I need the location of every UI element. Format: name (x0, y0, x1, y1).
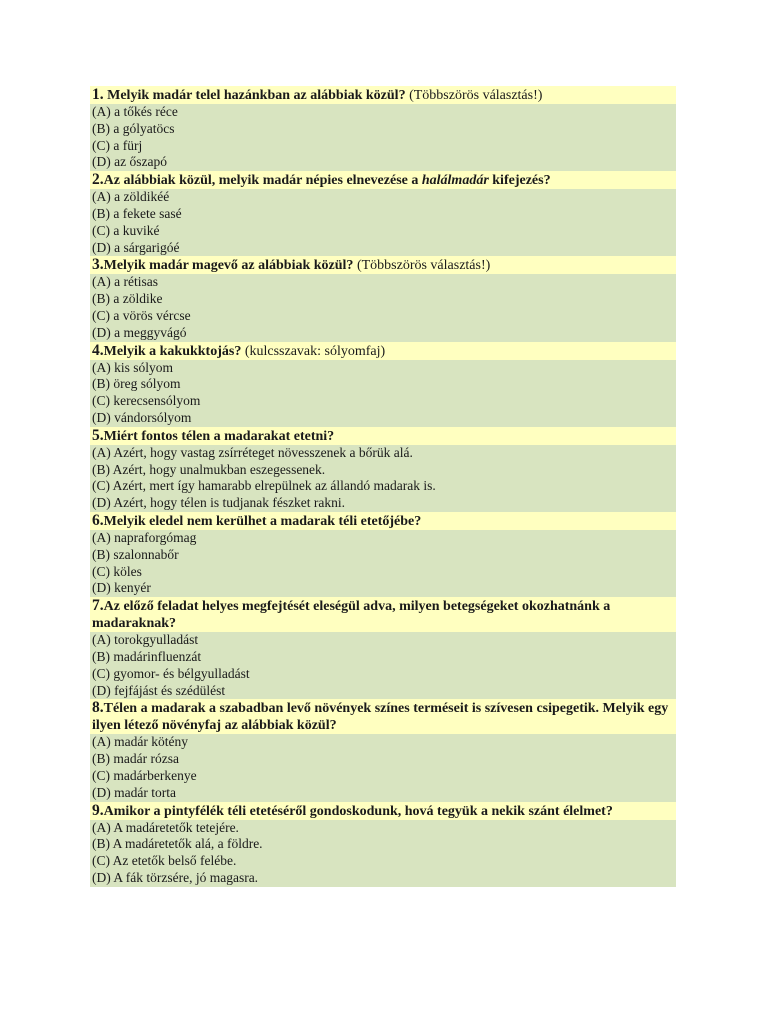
question-block (90, 597, 676, 699)
answer-option: (B) madár rózsa (92, 751, 179, 767)
question-block (90, 256, 676, 341)
question-block (90, 171, 676, 256)
answer-options (90, 360, 676, 427)
answer-option: (B) madárinfluenzát (92, 648, 202, 664)
question-text (90, 512, 676, 530)
answer-option: (C) köles (92, 563, 142, 579)
question-text-segment: halálmadár (421, 173, 489, 189)
answer-option: (D) a meggyvágó (92, 324, 187, 340)
question-number: 6. (92, 511, 104, 529)
question-text-segment: Melyik madár telel hazánkban az alábbiak közül? (103, 88, 410, 103)
answer-option: (D) A fák törzsére, jó magasra. (92, 869, 259, 885)
question-number: 8. (92, 699, 104, 717)
answer-options (90, 274, 676, 341)
question-text-segment: Amikor a pintyfélék téli etetéséről gondoskodunk, hová tegyük a nekik szánt élelmet? (103, 803, 613, 819)
answer-option: (B) szalonnabőr (92, 546, 179, 562)
answer-option: (D) kenyér (92, 580, 151, 596)
answer-options (90, 632, 676, 699)
question-block (90, 427, 676, 512)
question-text-segment: (Többszörös választás!) (409, 88, 543, 103)
answer-option: (C) Az etetők belső felébe. (92, 853, 237, 869)
answer-option: (A) torokgyulladást (92, 632, 199, 648)
question-text (90, 256, 676, 274)
answer-option: (A) madár kötény (92, 734, 188, 750)
answer-option: (C) a fürj (92, 137, 143, 153)
question-number: 5. (92, 426, 104, 444)
question-block (90, 86, 676, 171)
answer-option: (D) fejfájást és szédülést (92, 682, 226, 698)
answer-option: (B) A madáretetők alá, a földre. (92, 836, 263, 852)
question-text (90, 597, 676, 632)
answer-options (90, 445, 676, 512)
answer-option: (A) a rétisas (92, 274, 158, 290)
question-block (90, 802, 676, 887)
answer-option: (B) a gólyatöcs (92, 120, 175, 136)
question-text (90, 699, 676, 734)
question-text-segment: Melyik eledel nem kerülhet a madarak téli etetőjébe? (103, 513, 422, 529)
question-number: 4. (92, 341, 104, 359)
answer-options (90, 104, 676, 171)
answer-option: (C) kerecsensólyom (92, 393, 201, 409)
answer-option: (B) a fekete sasé (92, 205, 182, 221)
answer-option: (A) Azért, hogy vastag zsírréteget növesszenek a bőrük alá. (92, 444, 413, 460)
question-text-segment: Az alábbiak közül, melyik madár népies elnevezése a (103, 173, 422, 189)
question-text (90, 802, 676, 820)
question-text-segment: (kulcsszavak: sólyomfaj) (241, 343, 386, 359)
question-text-segment: (Többszörös választás!) (356, 258, 491, 274)
question-text-segment: Melyik a kakukktojás? (103, 343, 242, 359)
answer-option: (A) a tőkés réce (92, 104, 178, 119)
answer-option: (C) Azért, mert így hamarabb elrepülnek az állandó madarak is. (92, 478, 436, 494)
quiz-document (90, 86, 676, 887)
answer-option: (D) vándorsólyom (92, 409, 192, 425)
answer-option: (B) öreg sólyom (92, 376, 181, 392)
answer-option: (A) kis sólyom (92, 359, 173, 375)
question-text-segment: Télen a madarak a szabadban levő növények színes terméseit is szívesen csipegetik. Melyik egy ilyen létező növényfaj az alábbiak közül? (92, 701, 669, 734)
question-number: 9. (92, 801, 104, 819)
answer-option: (D) Azért, hogy télen is tudjanak fészket rakni. (92, 495, 346, 511)
answer-option: (A) A madáretetők tetejére. (92, 819, 239, 835)
answer-option: (A) napraforgómag (92, 529, 197, 545)
question-text-segment: kifejezés? (488, 173, 551, 189)
question-block (90, 699, 676, 801)
question-number: 7. (92, 597, 104, 615)
answer-options (90, 820, 676, 887)
question-text-segment: Melyik madár magevő az alábbiak közül? (103, 258, 357, 274)
question-block (90, 512, 676, 597)
answer-option: (C) gyomor- és bélgyulladást (92, 665, 250, 681)
question-text-segment: Miért fontos télen a madarakat etetni? (103, 428, 335, 444)
question-number: 1. (92, 86, 104, 103)
answer-option: (A) a zöldikéé (92, 189, 170, 205)
answer-option: (D) a sárgarigóé (92, 239, 180, 255)
answer-option: (D) madár torta (92, 784, 176, 800)
question-text (90, 342, 676, 360)
question-text-segment: Az előző feladat helyes megfejtését eleségül adva, milyen betegségeket okozhatnánk a madaraknak? (92, 599, 611, 632)
question-text (90, 86, 676, 104)
question-number: 2. (92, 171, 104, 189)
answer-options (90, 189, 676, 256)
answer-option: (C) a vörös vércse (92, 307, 191, 323)
question-number: 3. (92, 256, 104, 274)
question-block (90, 342, 676, 427)
answer-option: (C) madárberkenye (92, 767, 197, 783)
answer-option: (B) a zöldike (92, 291, 163, 307)
answer-option: (B) Azért, hogy unalmukban eszegessenek. (92, 461, 326, 477)
answer-options (90, 530, 676, 597)
question-text (90, 171, 676, 189)
question-text (90, 427, 676, 445)
answer-option: (D) az őszapó (92, 154, 167, 170)
answer-option: (C) a kuviké (92, 222, 160, 238)
answer-options (90, 734, 676, 801)
